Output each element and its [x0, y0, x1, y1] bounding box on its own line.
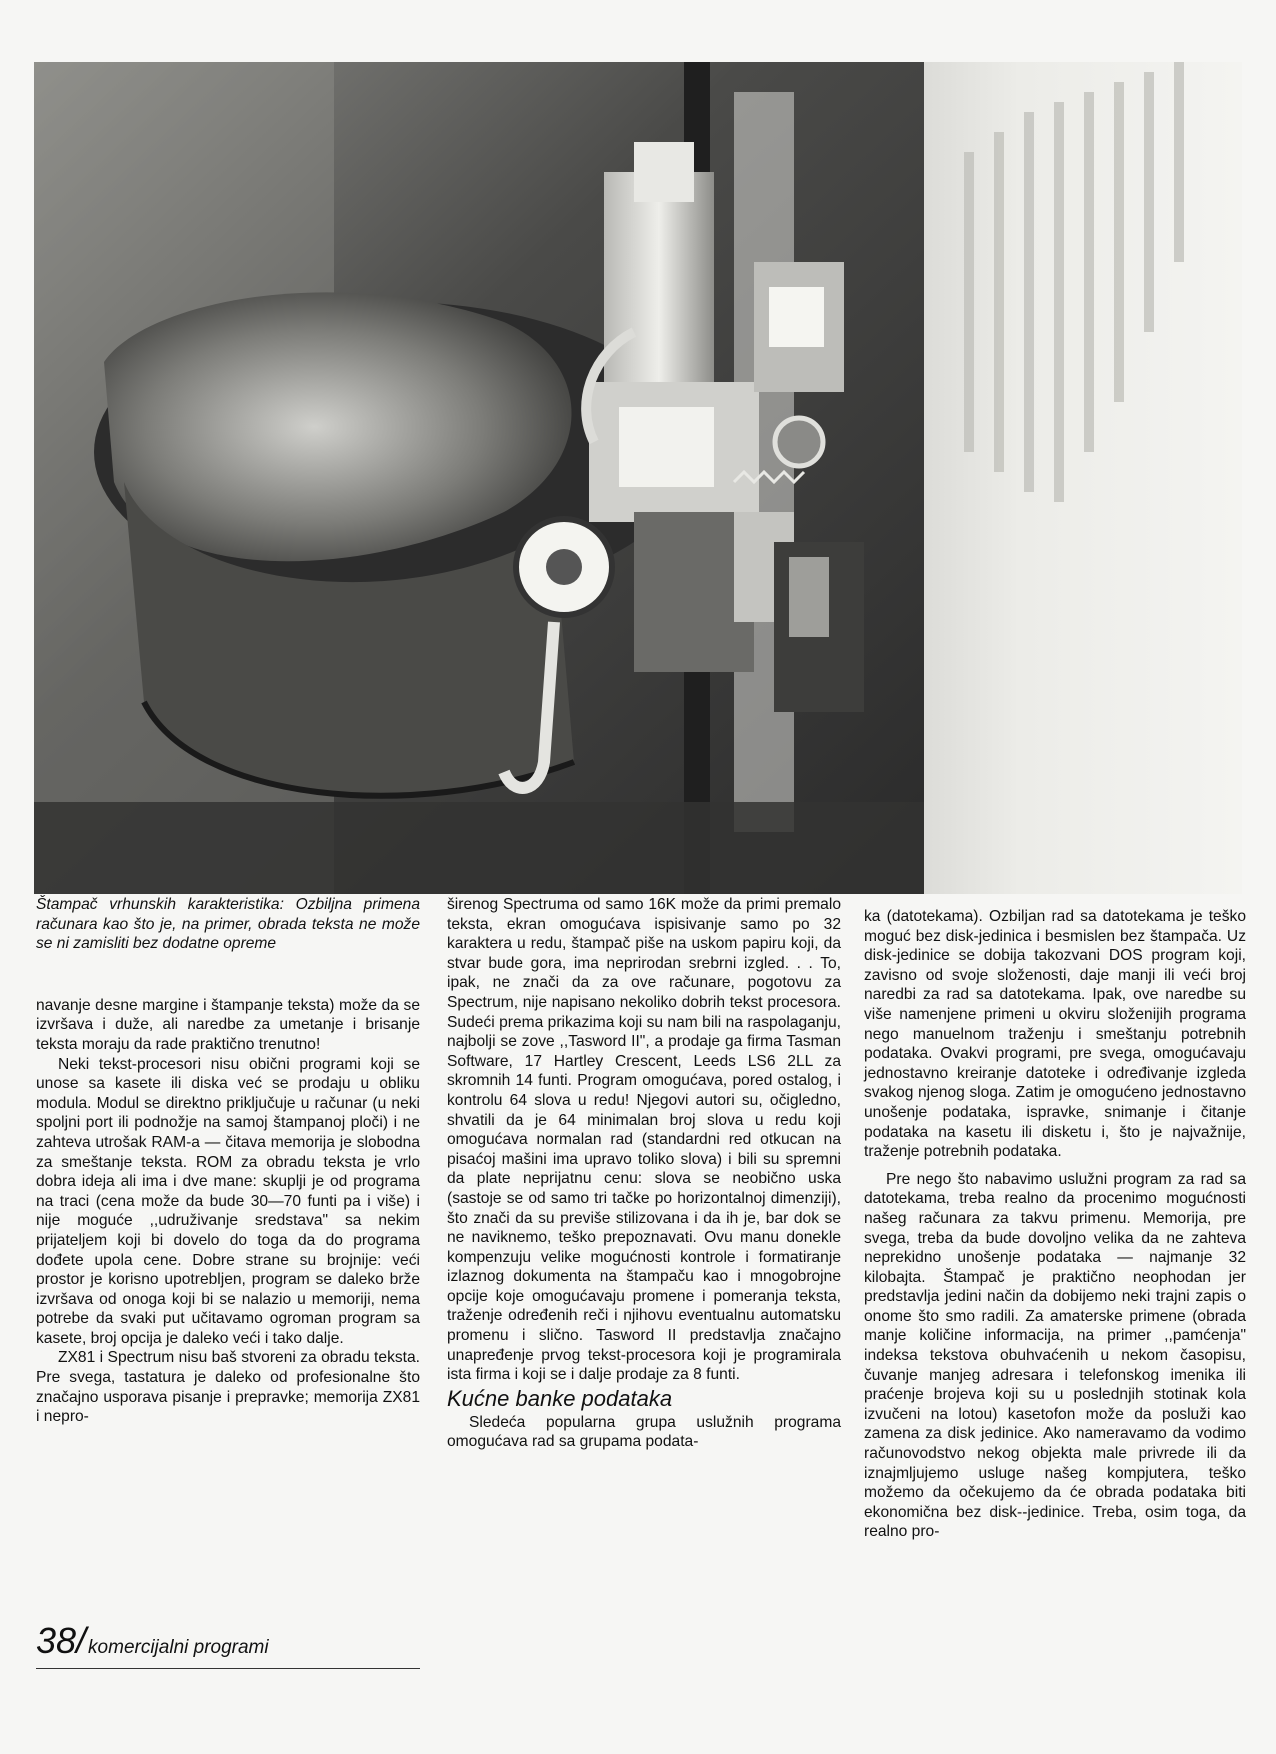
column-1 — [36, 895, 420, 1427]
section-name: komercijalni programi — [88, 1637, 269, 1658]
paragraph: Sledeća popularna grupa uslužnih programa omogućava rad sa grupama podata- — [447, 1413, 841, 1451]
page-number: 38/ — [36, 1620, 87, 1661]
paragraph: ZX81 i Spectrum nisu baš stvoreni za obradu teksta. Pre svega, tastatura je daleko od profesionalne što značajno usporava pisanje i prepravke; memorija ZX81 i nepro- — [36, 1349, 420, 1426]
printer-photo — [34, 62, 924, 894]
column-3 — [864, 907, 1246, 1542]
printout-paper — [924, 62, 1242, 894]
column-2 — [447, 895, 841, 1452]
photo-caption: Štampač vrhunskih karakteristika: Ozbiljna primena računara kao što je, na primer, obrada teksta ne može se ni zamisliti bez dodatne opreme — [36, 896, 420, 953]
page-folio — [36, 1620, 420, 1669]
paragraph: Neki tekst-procesori nisu obični programi koji se unose sa kasete ili diska već se prodaju u obliku modula. Modul se direktno priključuje u računar (u neki spoljni port ili podnožje na samoj štampanoj ploči) i ne zahteva utrošak RAM-a — čitava memorija je slobodna za smeštanje teksta. ROM za obradu teksta je vrlo dobra ideja ali ima i dve mane: skuplji je od programa na traci (cena može da bude 30—70 funti pa i više) i nije moguće ,,udruživanje sredstava" sa nekim prijateljem koji bi dovelo do toga da do programa dođete upola cene. Dobre strane su brojnije: veći prostor je korisno upotrebljen, program se daleko brže izvršava od onoga koji bi se nalazio u memoriji, nema potrebe da svaki put učitavamo ogroman program sa kasete, broj opcija je daleko veći i tako dalje. — [36, 1055, 420, 1347]
section-heading: Kućne banke podataka — [447, 1385, 673, 1411]
paragraph: Pre nego što nabavimo uslužni program za rad sa datotekama, treba realno da procenimo mogućnosti našeg računara za takvu primenu. Memorija, pre svega, treba da bude dovoljno velika da ne zahteva neprekidno unošenje podataka — najmanje 32 kilobajta. Štampač je praktično neophodan jer predstavlja jedini način da dobijemo neki trajni zapis o onome što smo radili. Za amaterske primene (obrada manje količine informacija, na primer ,,pamćenja" indeksa tekstova obuhvaćenih u nekom časopisu, čuvanje manjeg adresara i telefonskog imenika ili praćenje brojeva koji su u poslednjih stotinak kola izvučeni na lotou) kasetofon može da posluži kao zamena za disk jedinice. Ako nameravamo da vodimo računovodstvo nekog objekta male privrede ili da iznajmljujemo usluge našeg kompjutera, teško možemo da očekujemo da će obrada podataka biti ekonomična bez disk--jedinice. Treba, osim toga, da realno pro- — [864, 1170, 1246, 1541]
paragraph: širenog Spectruma od samo 16K može da primi premalo teksta, ekran omogućava ispisivanje samo po 32 karaktera u redu, štampač piše na uskom papiru koji, da stvar bude gora, ima neprirodan srebrni izgled. . . To, ipak, ne znači da za ove računare, pogotovu za Spectrum, nije napisano nekoliko dobrih tekst procesora. Sudeći prema prikazima koji su nam bili na raspolaganju, najbolji se zove ,,Tasword II", a prodaje ga firma Tasman Software, 17 Hartley Crescent, Leeds LS6 2LL za skromnih 14 funti. Program omogućava, pored ostalog, i kontrolu 64 slova u redu! Njegovi autori su, očigledno, shvatili da je 64 minimalan broj slova u redu koji omogućava normalan rad (standardni red otkucan na pisaćoj mašini ima upravo toliko slova) i bili su spremni da plate neprijatnu cenu: slova se neobično uska (sastoje se od samo tri tačke po horizontalnoj dimenziji), što znači da su previše stilizovana i da ih je, bar dok se ne naviknemo, teško prepoznavati. Ovu manu donekle kompenzuju velike mogućnosti kontrole i formatiranje izlaznog dokumenta na štampaču kao i mnogobrojne opcije koje omogućavaju promene i pomeranja teksta, traženje određenih reči i njihovu eventualnu automatsku promenu i slično. Tasword II predstavlja značajno unapređenje prvog tekst-procesora koji je programirala ista firma i koji se i dalje prodaje za 8 funti. — [447, 896, 841, 1384]
paragraph: navanje desne margine i štampanje teksta) može da se izvršava i duže, ali naredbe za umetanje i brisanje teksta moraju da rade praktično trenutno! — [36, 996, 420, 1053]
paragraph: ka (datotekama). Ozbiljan rad sa datotekama je teško moguć bez disk-jedinica i besmislen bez štampača. Uz disk-jedinice se dobija takozvani DOS program koji, zavisno od svoje složenosti, daje manji ili veći broj naredbi za rad sa datotekama. Ipak, ove naredbe su više namenjene primeni u okviru složenijih programa nego manuelnom traženju i smeštanju potrebnih podataka. Ovakvi programi, pre svega, omogućavaju jednostavno kreiranje datoteke i određivanje izgleda svakog njenog sloga. Zatim je omogućeno jednostavno unošenje podataka, ispravke, snimanje i čitanje podataka na kasetu ili disketu i, što je najvažnije, traženje potrebnih podataka. — [864, 908, 1246, 1161]
